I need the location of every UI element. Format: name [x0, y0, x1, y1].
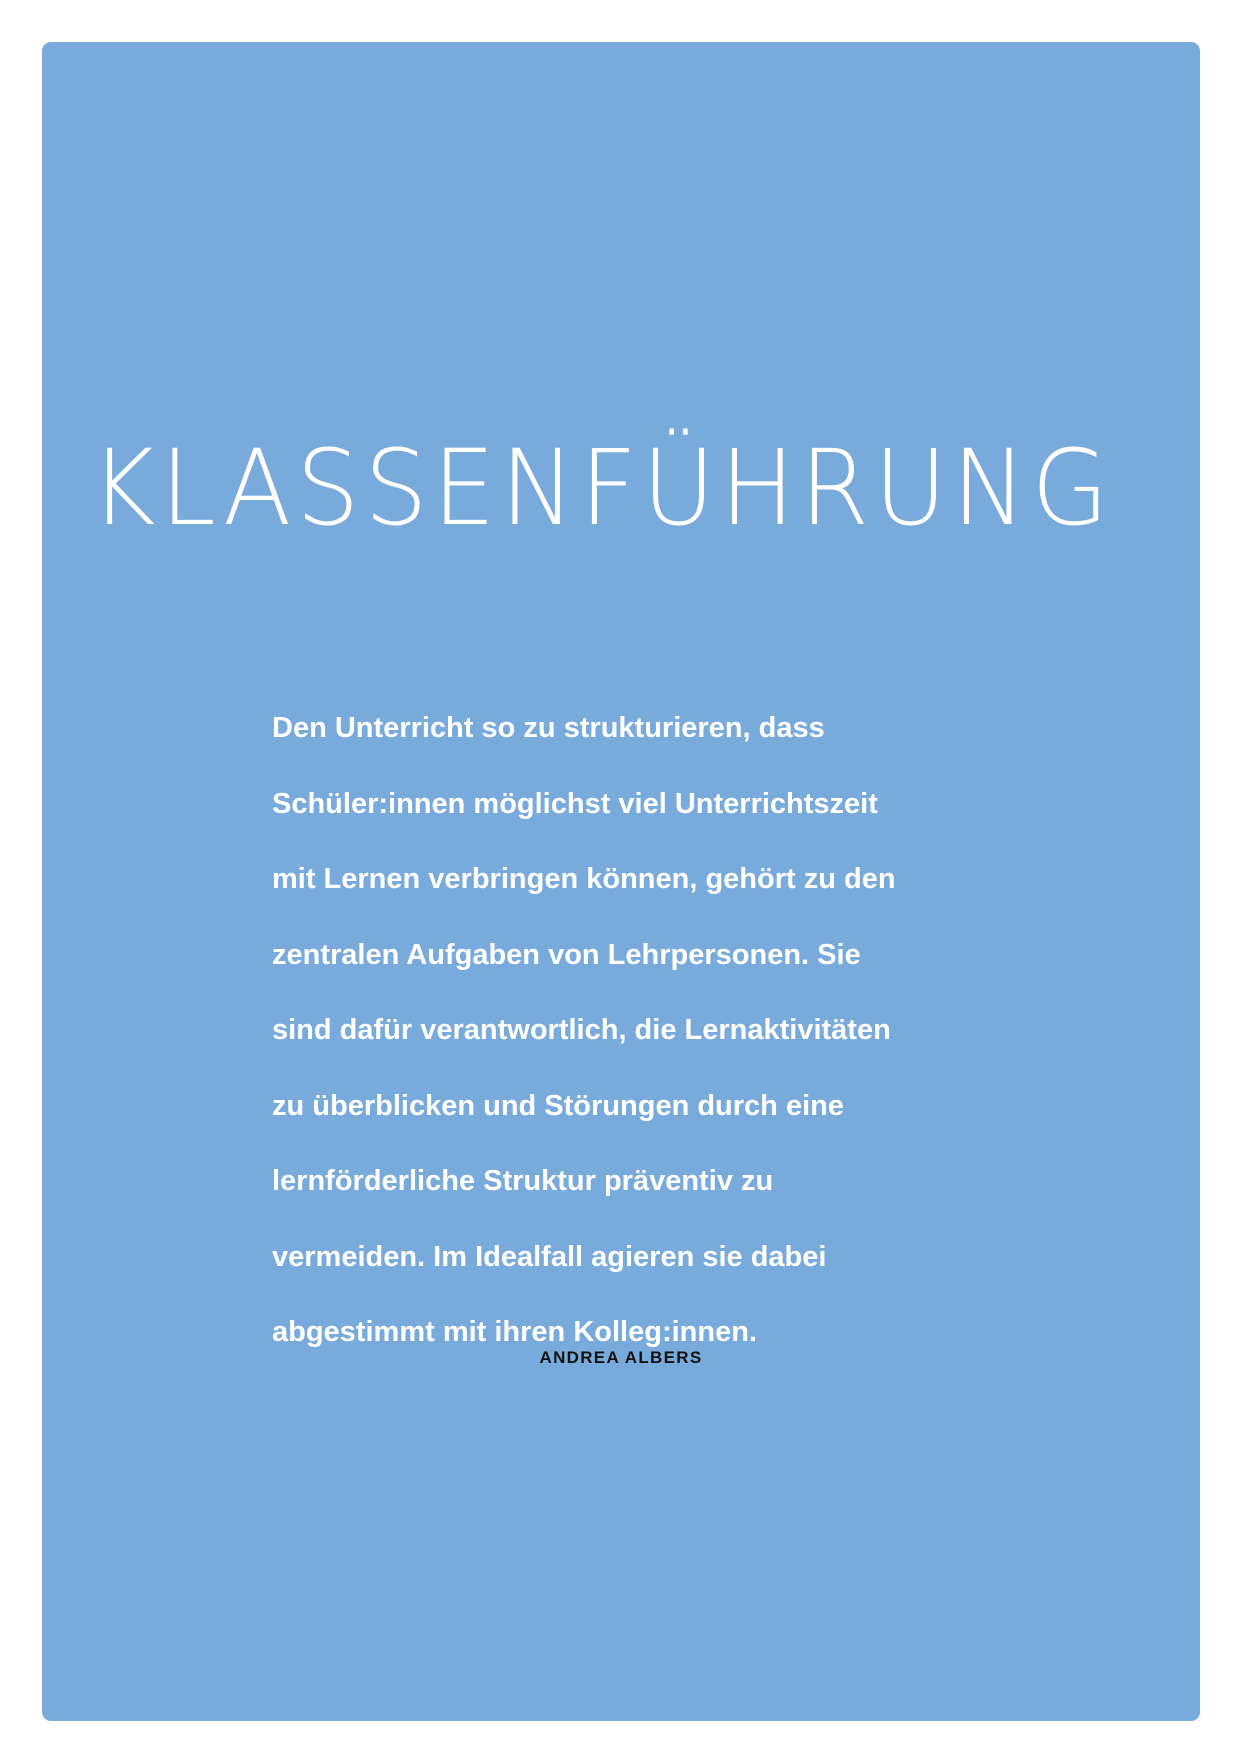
lead-paragraph — [272, 691, 1032, 1371]
lead-line: zu überblicken und Störungen durch eine — [272, 1089, 844, 1122]
lead-line: zentralen Aufgaben von Lehrpersonen. Sie — [272, 938, 861, 971]
lead-line: lernförderliche Struktur präventiv zu — [272, 1165, 774, 1197]
cover-panel — [42, 42, 1200, 1721]
lead-line: sind dafür verantwortlich, die Lernaktivitäten — [272, 1014, 891, 1046]
lead-line: Schüler:innen möglichst viel Unterrichtszeit — [272, 787, 878, 820]
lead-line: mit Lernen verbringen können, gehört zu den — [272, 863, 896, 895]
lead-line: abgestimmt mit ihren Kolleg:innen. — [272, 1316, 757, 1348]
lead-line: Den Unterricht so zu strukturieren, dass — [272, 712, 825, 744]
lead-line: vermeiden. Im Idealfall agieren sie dabei — [272, 1240, 827, 1273]
author-name: ANDREA ALBERS — [539, 1348, 703, 1367]
page-title: KLASSENFÜHRUNG — [90, 427, 1114, 549]
